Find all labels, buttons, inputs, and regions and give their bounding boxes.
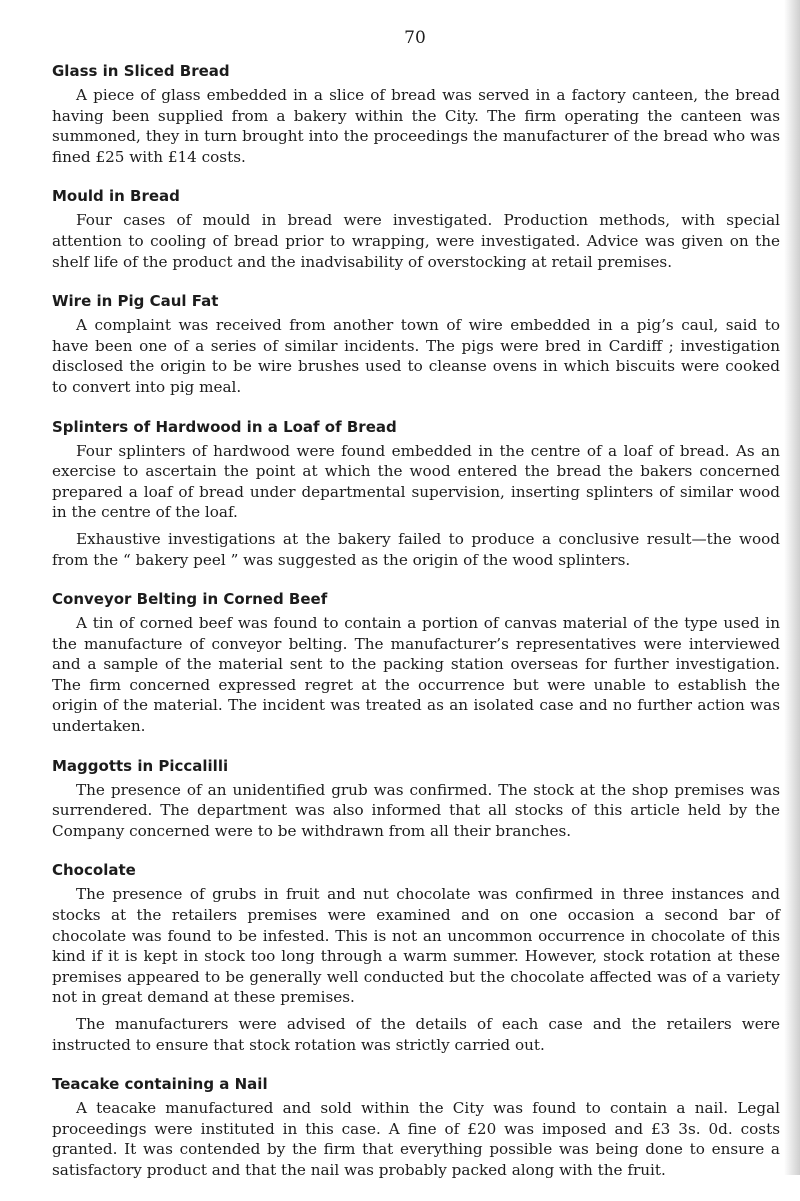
section-heading: Conveyor Belting in Corned Beef [52, 590, 328, 609]
section-heading: Chocolate [52, 861, 136, 880]
section-heading: Maggotts in Piccalilli [52, 756, 229, 775]
section-splinters-of-hardwood [52, 418, 780, 571]
paragraph: Exhaustive investigations at the bakery failed to produce a conclusive result—the wood from the “ bakery peel ” was suggested as the origin of the wood splinters. [52, 529, 780, 569]
section-heading: Teacake containing a Nail [52, 1075, 268, 1094]
section-chocolate [52, 861, 780, 1055]
section-conveyor-belting [52, 590, 780, 737]
page-edge-shadow [784, 0, 800, 1175]
paragraph: The presence of an unidentified grub was confirmed. The stock at the shop premises was surrendered. The department was also informed that all stocks of this article held by the Company concerned were to be withdrawn from all their branches. [52, 780, 780, 840]
paragraph: A teacake manufactured and sold within the City was found to contain a nail. Legal proceedings were instituted in this case. A fine of £20 was imposed and £3 3s. 0d. costs granted. It was contended by the firm that everything possible was being done to ensure a satisfactory product and that the nail was probably packed along with the fruit. [52, 1099, 780, 1179]
paragraph: A complaint was received from another town of wire embedded in a pig’s caul, said to have been one of a series of similar incidents. The pigs were bred in Cardiff ; investigation disclosed the origin to be wire brushes used to cleanse ovens in which biscuits were cooked to convert into pig meal. [52, 316, 780, 396]
paragraph: Four splinters of hardwood were found embedded in the centre of a loaf of bread. As an exercise to ascertain the point at which the wood entered the bread the bakers concerned prepared a loaf of bread under departmental supervision, inserting splinters of similar wood in the centre of the loaf. [52, 441, 780, 522]
paragraph: The presence of grubs in fruit and nut chocolate was confirmed in three instances and stocks at the retailers premises were examined and on one occasion a second bar of chocolate was found to be infested. This is not an uncommon occurrence in chocolate of this kind if it is kept in stock too long through a warm summer. However, stock rotation at these premises appeared to be generally well conducted but the chocolate affected was of a variety not in great demand at these premises. [52, 885, 780, 1007]
section-glass-in-sliced-bread [52, 62, 780, 167]
section-teacake-containing-a-nail [52, 1075, 780, 1180]
paragraph: Four cases of mould in bread were investigated. Production methods, with special attention to cooling of bread prior to wrapping, were investigated. Advice was given on the shelf life of the product and the inadvisability of overstocking at retail premises. [52, 211, 780, 271]
paragraph: A piece of glass embedded in a slice of bread was served in a factory canteen, the bread having been supplied from a bakery within the City. The firm operating the canteen was summoned, they in turn brought into the proceedings the manufacturer of the bread who was fined £25 with £14 costs. [52, 86, 780, 166]
section-heading: Glass in Sliced Bread [52, 62, 230, 80]
section-mould-in-bread [52, 187, 780, 272]
section-heading: Wire in Pig Caul Fat [52, 292, 219, 311]
section-wire-in-pig-caul-fat [52, 292, 780, 397]
section-heading: Mould in Bread [52, 187, 180, 206]
page-number: 70 [404, 28, 426, 48]
paragraph: The manufacturers were advised of the details of each case and the retailers were instructed to ensure that stock rotation was strictly carried out. [52, 1015, 780, 1054]
paragraph: A tin of corned beef was found to contain a portion of canvas material of the type used in the manufacture of conveyor belting. The manufacturer’s representatives were interviewed and a sample of the material sent to the packing station overseas for further investigation. The firm concerned expressed regret at the occurrence but were unable to establish the origin of the material. The incident was treated as an isolated case and no further action was undertaken. [52, 614, 780, 736]
section-heading: Splinters of Hardwood in a Loaf of Bread [52, 417, 397, 436]
document-body [52, 62, 780, 1201]
section-maggotts-in-piccalilli [52, 757, 780, 842]
